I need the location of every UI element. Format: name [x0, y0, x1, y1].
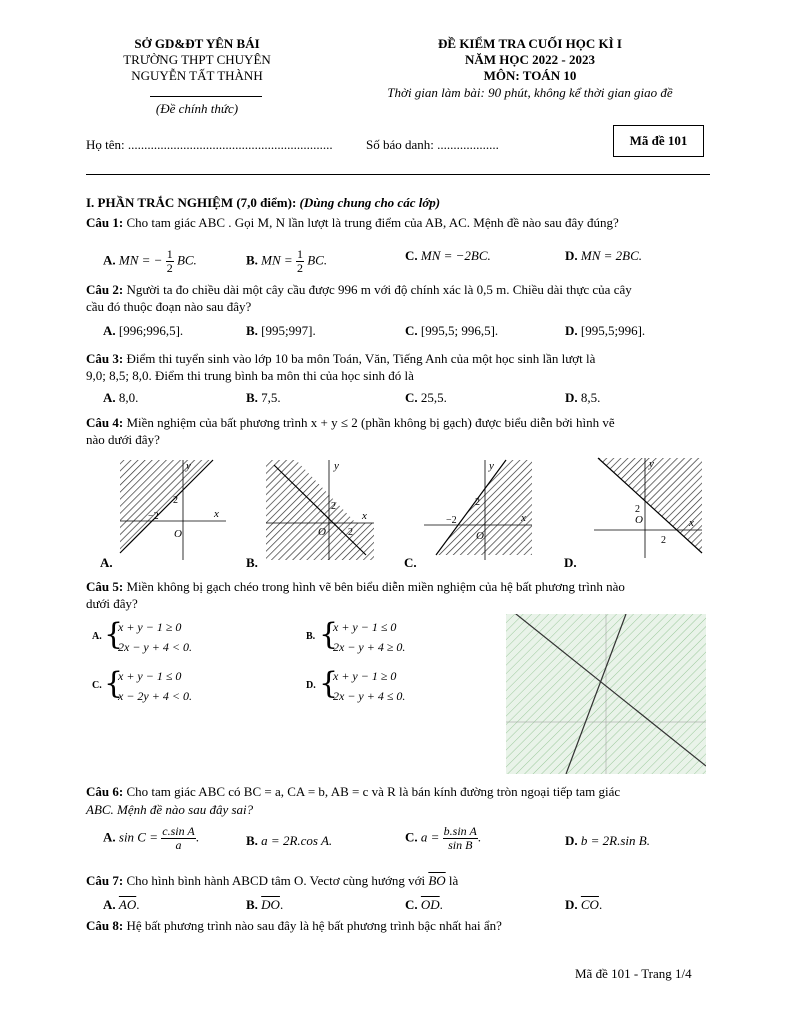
q6-c-pre: a = [420, 829, 440, 845]
q1-b-num: 1 [296, 247, 303, 261]
q6-label: Câu 6: [86, 784, 124, 799]
q4-figure-c[interactable] [404, 460, 532, 570]
q4-a-x-label: x [214, 508, 219, 520]
q6-a-frac [161, 825, 195, 852]
q2-c-text: [995,5; 996,5]. [420, 323, 499, 338]
q5-a-line2: 2x − y + 4 < 0. [118, 640, 192, 654]
q5-b-line2: 2x − y + 4 ≥ 0. [333, 640, 406, 654]
q5-a-line1: x + y − 1 ≥ 0 [118, 620, 182, 634]
q1-option-a[interactable] [103, 248, 197, 275]
q5-stem-1 [86, 578, 625, 595]
q7-bo: $\overline{BO}$ [428, 873, 446, 888]
q2-text-2: cầu đó thuộc đoạn nào sau đây? [86, 299, 252, 314]
q4-c-tick-x: −2 [446, 515, 457, 526]
q5-figure [506, 614, 706, 774]
q3-a-text: 8,0. [118, 390, 139, 405]
q3-a-label: A. [103, 390, 116, 405]
q5-c-brace: { [104, 666, 124, 701]
q5-a-brace: { [104, 617, 124, 652]
q4-b-label: B. [246, 555, 258, 570]
q2-stem-1 [86, 281, 632, 298]
q4-b-origin: O [318, 526, 326, 538]
q2-d-label: D. [565, 323, 578, 338]
q1-a-bc: BC. [176, 252, 197, 268]
q7-option-d[interactable]: D. $\overline{CO}$. [565, 897, 603, 912]
section-note: (Dùng chung cho các lớp) [299, 195, 441, 210]
q4-a-label: A. [100, 555, 113, 570]
q4-c-label: C. [404, 555, 417, 570]
q3-text-2: 9,0; 8,5; 8,0. Điểm thi trung bình ba môn thi của học sinh đó là [86, 368, 414, 383]
q2-option-c[interactable] [405, 323, 498, 339]
subject: MÔN: TOÁN 10 [483, 68, 577, 83]
q4-figure-a[interactable] [100, 460, 226, 570]
q3-d-text: 8,5. [580, 390, 601, 405]
q5-d-label: D. [306, 680, 316, 691]
q5-b-brace: { [319, 617, 339, 652]
q1-option-d[interactable] [565, 248, 642, 264]
school-dept: SỞ GD&ĐT YÊN BÁI [134, 36, 260, 51]
school-year: NĂM HỌC 2022 - 2023 [465, 52, 595, 67]
q6-a-label: A. [103, 829, 116, 845]
q1-c-label: C. [405, 248, 418, 263]
q4-figures [86, 455, 710, 570]
q1-c-expr: MN = −2BC. [420, 248, 491, 263]
q1-b-frac [296, 248, 304, 275]
q5-a-label: A. [92, 631, 102, 642]
school-name-1: TRƯỜNG THPT CHUYÊN [123, 52, 271, 67]
q1-a-expr: MN = − [118, 252, 163, 268]
q5-d-brace: { [319, 666, 339, 701]
q4-a-tick-y: 2 [173, 495, 178, 506]
q4-stem-1 [86, 414, 615, 431]
q2-b-text: [995;997]. [261, 323, 316, 338]
q5-b-label: B. [306, 631, 316, 642]
q6-option-b[interactable] [246, 833, 332, 849]
q3-stem-1 [86, 350, 595, 367]
section-title: I. PHẦN TRẮC NGHIỆM (7,0 điểm): [86, 195, 297, 210]
q4-c-origin: O [476, 530, 484, 542]
q2-option-d[interactable] [565, 323, 645, 339]
q5-c-line1: x + y − 1 ≤ 0 [118, 669, 182, 683]
q1-b-den: 2 [296, 261, 303, 275]
q3-d-label: D. [565, 390, 578, 405]
q4-text-2: nào dưới đây? [86, 432, 160, 447]
q4-d-y-label: y [649, 458, 654, 470]
q1-stem [86, 214, 619, 231]
q4-c-y-label: y [489, 460, 494, 472]
q4-a-origin: O [174, 528, 182, 540]
q1-d-label: D. [565, 248, 578, 263]
exam-title: ĐỀ KIỂM TRA CUỐI HỌC KÌ I [438, 36, 622, 51]
q4-c-hatch [436, 460, 532, 555]
q3-b-text: 7,5. [261, 390, 281, 405]
q5-b-line1: x + y − 1 ≤ 0 [333, 620, 397, 634]
q8-text: Hệ bất phương trình nào sau đây là hệ bất phương trình bậc nhất hai ẩn? [126, 918, 502, 933]
q1-b-bc: BC. [307, 252, 328, 268]
q4-text-1: Miền nghiệm của bất phương trình x + y ≤ 2 (phần không bị gạch) được biểu diễn bởi hình vẽ [126, 415, 615, 430]
q8-stem [86, 917, 502, 934]
q6-option-d[interactable] [565, 833, 650, 849]
q8-label: Câu 8: [86, 918, 124, 933]
q6-b-label: B. [246, 833, 258, 848]
q4-b-tick-y: 2 [331, 501, 336, 512]
student-name-field: Họ tên: ............................................................... [86, 137, 333, 152]
q7-option-a[interactable]: A. $\overline{AO}$. [103, 897, 140, 912]
q7-stem [86, 872, 458, 889]
q3-c-label: C. [405, 390, 418, 405]
q6-c-label: C. [405, 829, 418, 845]
q3-option-b[interactable] [246, 390, 281, 406]
official-label: (Đề chính thức) [155, 101, 239, 116]
q1-label: Câu 1: [86, 215, 124, 230]
q7-option-c[interactable]: C. $\overline{OD}$. [405, 897, 443, 912]
q1-a-label: A. [103, 252, 116, 268]
q6-a-pre: sin C = [118, 829, 159, 845]
q4-a-tick-x: −2 [148, 511, 159, 522]
q4-d-origin: O [635, 514, 643, 526]
q7-label: Câu 7: [86, 873, 124, 888]
q4-a-y-label: y [186, 460, 191, 472]
q5-text-2: dưới đây? [86, 596, 138, 611]
q6-a-num: c.sin A [162, 824, 195, 838]
q2-c-label: C. [405, 323, 418, 338]
q6-text-2: ABC. Mệnh đề nào sau đây sai? [86, 802, 254, 817]
q7-d-label: D. [565, 897, 578, 912]
q3-option-a[interactable] [103, 390, 138, 406]
q7-c-label: C. [405, 897, 418, 912]
q4-b-tick-x: 2 [348, 527, 353, 538]
q1-b-expr: MN = [261, 252, 293, 268]
q4-b-y-label: y [334, 460, 339, 472]
exam-code-box: Mã đề 101 [613, 125, 704, 157]
school-name-2: NGUYỄN TẤT THÀNH [131, 68, 263, 83]
student-id-field: Số báo danh: ................... [366, 137, 499, 152]
q7-b-label: B. [246, 897, 258, 912]
q6-a-den: a [175, 838, 182, 852]
q2-text-1: Người ta đo chiều dài một cây cầu được 996 m với độ chính xác là 0,5 m. Chiều dài thực của cây [126, 282, 632, 297]
q4-figure-d[interactable] [564, 458, 702, 570]
q5-text-1: Miền không bị gạch chéo trong hình vẽ bên biểu diễn miền nghiệm của hệ bất phương trình nào [126, 579, 625, 594]
q7-a-label: A. [103, 897, 116, 912]
q6-option-a[interactable]: A. sin C = $\frac{\text{c.sin A}}{a}$ . [103, 824, 199, 852]
q7-b-text: $\overline{DO}$ [261, 897, 280, 912]
q4-d-label: D. [564, 555, 577, 570]
q4-d-tick-y: 2 [635, 504, 640, 515]
q2-a-label: A. [103, 323, 116, 338]
q1-a-frac [166, 248, 174, 275]
q4-d-x-label: x [689, 517, 694, 529]
q2-b-label: B. [246, 323, 258, 338]
q1-a-num: 1 [166, 247, 173, 261]
q3-option-d[interactable] [565, 390, 600, 406]
header-rule [150, 96, 262, 97]
q3-c-text: 25,5. [420, 390, 447, 405]
q3-label: Câu 3: [86, 351, 124, 366]
q6-option-c[interactable]: C. a = $\frac{\text{b.sin A}}{\text{sin B}}$ . [405, 824, 482, 852]
q3-b-label: B. [246, 390, 258, 405]
q1-d-expr: MN = 2BC. [580, 248, 643, 263]
q4-d-tick-x: 2 [661, 535, 666, 546]
info-rule [86, 174, 710, 175]
q6-c-den: sin B [448, 838, 473, 852]
q6-text-1: Cho tam giác ABC có BC = a, CA = b, AB = c và R là bán kính đường tròn ngoại tiếp tam giác [126, 784, 621, 799]
q1-text: Cho tam giác ABC . Gọi M, N lần lượt là trung điểm của AB, AC. Mệnh đề nào sau đây đúng? [126, 215, 619, 230]
q7-d-text: $\overline{CO}$ [580, 897, 599, 912]
q7-la: là [448, 873, 459, 888]
q3-text-1: Điểm thi tuyển sinh vào lớp 10 ba môn Toán, Văn, Tiếng Anh của một học sinh lần lượt là [126, 351, 596, 366]
q4-figure-b[interactable] [246, 460, 374, 570]
q4-c-x-label: x [521, 512, 526, 524]
q2-a-text: [996;996,5]. [118, 323, 184, 338]
q7-a-text: $\overline{AO}$ [118, 897, 137, 912]
q2-d-text: [995,5;996]. [580, 323, 646, 338]
section-heading [86, 194, 440, 211]
q5-d-line2: 2x − y + 4 ≤ 0. [333, 689, 406, 703]
q4-label: Câu 4: [86, 415, 124, 430]
q6-d-label: D. [565, 833, 578, 848]
time-note: Thời gian làm bài: 90 phút, không kể thời gian giao đề [387, 85, 673, 100]
q2-option-a[interactable] [103, 323, 183, 339]
q3-option-c[interactable] [405, 390, 447, 406]
q5-d-line1: x + y − 1 ≥ 0 [333, 669, 397, 683]
page-footer: Mã đề 101 - Trang 1/4 [575, 966, 692, 981]
q6-c-num: b.sin A [443, 824, 477, 838]
q5-c-line2: x − 2y + 4 < 0. [118, 689, 192, 703]
q4-b-x-label: x [362, 510, 367, 522]
q2-option-b[interactable] [246, 323, 316, 339]
q7-option-b[interactable]: B. $\overline{DO}$. [246, 897, 284, 912]
q5-label: Câu 5: [86, 579, 124, 594]
q1-b-label: B. [246, 252, 258, 268]
q2-label: Câu 2: [86, 282, 124, 297]
q1-option-c[interactable] [405, 248, 491, 264]
q6-stem-1 [86, 783, 620, 800]
q5-c-label: C. [92, 680, 102, 691]
q7-c-text: $\overline{OD}$ [420, 897, 440, 912]
q4-c-tick-y: 2 [475, 497, 480, 508]
q6-b-text: a = 2R.cos A. [261, 833, 333, 848]
q6-c-frac [443, 825, 478, 852]
q1-option-b[interactable] [246, 248, 327, 275]
q6-d-text: b = 2R.sin B. [580, 833, 650, 848]
q1-a-den: 2 [166, 261, 173, 275]
q7-text: Cho hình bình hành ABCD tâm O. Vectơ cùng hướng với [126, 873, 426, 888]
